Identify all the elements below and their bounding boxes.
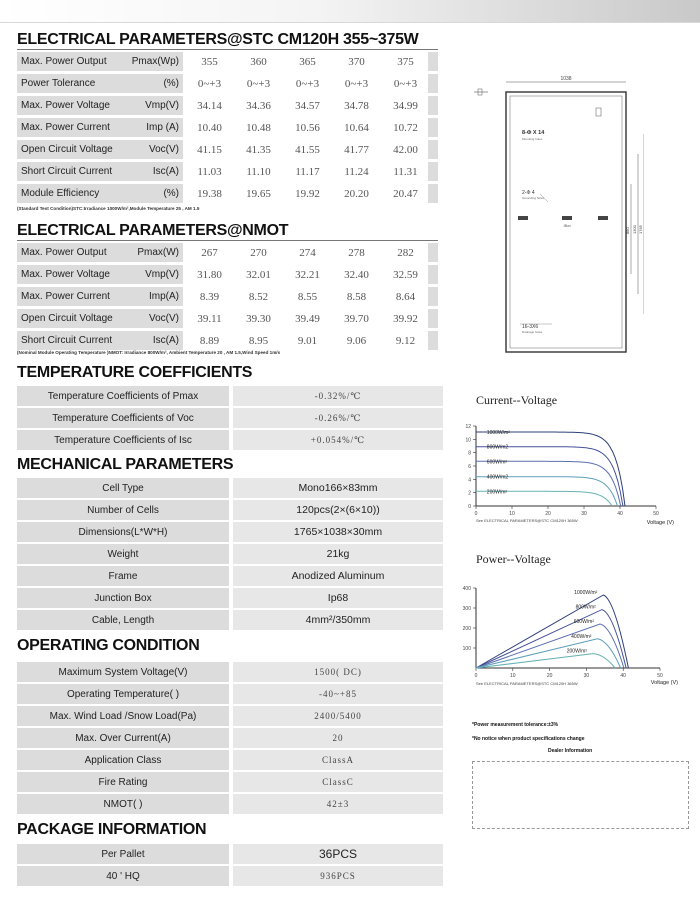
- temperature-label: Temperature Coefficients of Isc: [17, 430, 229, 450]
- stc-value-cell: 0~+3: [232, 74, 281, 93]
- mechanical-value: Mono166×83mm: [229, 478, 443, 498]
- width-label: 1038: [560, 76, 572, 82]
- temperature-value: -0.32%/℃: [229, 386, 443, 406]
- y-tick-label: 6: [468, 464, 471, 470]
- mechanical-row: [17, 544, 443, 564]
- package-label: 40 ' HQ: [17, 866, 229, 886]
- row-end-cap: [428, 309, 438, 328]
- operating-label: Operating Temperature( ): [17, 684, 229, 704]
- pv-legend-label: 400W/m²: [571, 633, 592, 640]
- x-tick-label: 40: [617, 511, 623, 517]
- stc-value-cell: 355: [183, 52, 232, 71]
- row-end-cap: [428, 74, 438, 93]
- nmot-row: [17, 331, 438, 350]
- operating-row: [17, 706, 443, 726]
- nmot-row: [17, 243, 438, 262]
- stc-row-label: [17, 184, 183, 203]
- x-tick-label: 30: [581, 511, 587, 517]
- param-unit: Voc(V): [148, 144, 179, 155]
- pv-footnote: See ELECTRICAL PARAMETERS@STC CM120H 365W: [476, 681, 578, 686]
- param-unit: Vmp(V): [145, 100, 179, 111]
- operating-value: 1500( DC): [229, 662, 443, 682]
- length-label-3: 1765: [638, 225, 643, 234]
- grounding-hole-label: 2-Φ 4: [522, 190, 535, 196]
- stc-row-label: [17, 96, 183, 115]
- stc-row: [17, 184, 438, 203]
- package-value: 936PCS: [229, 866, 443, 886]
- param-name: Power Tolerance: [21, 78, 96, 89]
- mechanical-value: 4mm²/350mm: [229, 610, 443, 630]
- mounting-hole-label: 8-Φ X 14: [522, 130, 545, 136]
- drainage-hole-label: 16-3X6: [522, 324, 539, 330]
- mounting-hole: [598, 216, 608, 220]
- mechanical-value: 21kg: [229, 544, 443, 564]
- stc-value-cell: 41.35: [232, 140, 281, 159]
- stc-row: [17, 118, 438, 137]
- nmot-row-label: [17, 287, 183, 306]
- y-tick-label: 2: [468, 490, 471, 497]
- x-tick-label: 10: [509, 511, 515, 517]
- nmot-value-cell: 8.39: [183, 287, 232, 306]
- stc-value-cell: 34.99: [379, 96, 428, 115]
- row-end-cap: [428, 265, 438, 284]
- param-name: Max. Power Output: [21, 56, 107, 67]
- nmot-row: [17, 309, 438, 328]
- stc-value-cell: 19.38: [183, 184, 232, 203]
- temperature-row: [17, 430, 443, 450]
- temperature-label: Temperature Coefficients of Pmax: [17, 386, 229, 406]
- param-unit: (%): [163, 78, 179, 89]
- nmot-value-cell: 9.01: [281, 331, 330, 350]
- stc-note: (Standard Test Condition)STC:Irradiance 1000W/m²,Module Temperature 25 , AM 1.5: [17, 206, 200, 211]
- stc-row: [17, 162, 438, 181]
- iv-legend-label: 1000W/m²: [486, 430, 510, 436]
- nmot-heading: ELECTRICAL PARAMETERS@NMOT: [17, 222, 289, 239]
- package-heading: PACKAGE INFORMATION: [17, 821, 207, 838]
- stc-value-cell: 34.14: [183, 96, 232, 115]
- mounting-hole-sub: Mounting holes: [522, 137, 543, 141]
- stc-value-cell: 41.77: [330, 140, 379, 159]
- top-banner: [0, 0, 700, 23]
- y-tick-label: 200: [462, 626, 471, 632]
- mechanical-row: [17, 500, 443, 520]
- temperature-row: [17, 408, 443, 428]
- mechanical-row: [17, 610, 443, 630]
- stc-value-cell: 0~+3: [330, 74, 379, 93]
- stc-row-label: [17, 162, 183, 181]
- stc-value-cell: 19.92: [281, 184, 330, 203]
- drainage-hole-sub: Drainage holes: [522, 330, 543, 334]
- nmot-row-label: [17, 243, 183, 262]
- package-label: Per Pallet: [17, 844, 229, 864]
- pv-curve-2: [476, 624, 624, 668]
- mechanical-row: [17, 522, 443, 542]
- nmot-value-cell: 270: [232, 243, 281, 262]
- temperature-row: [17, 386, 443, 406]
- nmot-value-cell: 8.95: [232, 331, 281, 350]
- iv-legend-label: 600W/m²: [486, 459, 508, 466]
- nmot-row-label: [17, 265, 183, 284]
- stc-value-cell: 34.57: [281, 96, 330, 115]
- pv-chart: [450, 580, 690, 700]
- temperature-label: Temperature Coefficients of Voc: [17, 408, 229, 428]
- nmot-value-cell: 32.59: [379, 265, 428, 284]
- stc-value-cell: 0~+3: [281, 74, 330, 93]
- row-end-cap: [428, 243, 438, 262]
- nmot-value-cell: 32.40: [330, 265, 379, 284]
- stc-value-cell: 370: [330, 52, 379, 71]
- nmot-value-cell: 282: [379, 243, 428, 262]
- stc-row: [17, 74, 438, 93]
- stc-value-cell: 42.00: [379, 140, 428, 159]
- stc-row-label: [17, 52, 183, 71]
- length-label-2: 1300: [632, 225, 637, 234]
- nmot-value-cell: 39.70: [330, 309, 379, 328]
- param-name: Open Circuit Voltage: [21, 144, 113, 155]
- stc-value-cell: 11.31: [379, 162, 428, 181]
- stc-value-cell: 360: [232, 52, 281, 71]
- stc-value-cell: 0~+3: [183, 74, 232, 93]
- nmot-row: [17, 287, 438, 306]
- nmot-value-cell: 8.58: [330, 287, 379, 306]
- stc-row-label: [17, 140, 183, 159]
- module-dimension-drawing: [466, 74, 644, 358]
- operating-row: [17, 728, 443, 748]
- y-tick-label: 10: [465, 437, 471, 444]
- stc-value-cell: 19.65: [232, 184, 281, 203]
- grounding-hole-sub: Grounding holes: [522, 196, 545, 200]
- stc-value-cell: 11.03: [183, 162, 232, 181]
- operating-value: ClassA: [229, 750, 443, 770]
- operating-label: NMOT( ): [17, 794, 229, 814]
- param-name: Max. Power Current: [21, 122, 110, 133]
- stc-row: [17, 52, 438, 71]
- stc-value-cell: 365: [281, 52, 330, 71]
- stc-value-cell: 10.48: [232, 118, 281, 137]
- length-label-1: 880: [625, 227, 630, 234]
- pv-x-axis-label: Voltage (V): [650, 680, 678, 686]
- param-unit: Imp(A): [149, 291, 179, 302]
- nmot-value-cell: 274: [281, 243, 330, 262]
- operating-value: 20: [229, 728, 443, 748]
- mechanical-value: Ip68: [229, 588, 443, 608]
- nmot-value-cell: 8.64: [379, 287, 428, 306]
- pv-legend-label: 1000W/m²: [574, 590, 598, 596]
- param-name: Short Circuit Current: [21, 166, 113, 177]
- param-name: Max. Power Voltage: [21, 269, 110, 280]
- mounting-hole: [518, 216, 528, 220]
- mechanical-label: Dimensions(L*W*H): [17, 522, 229, 542]
- nmot-value-cell: 8.52: [232, 287, 281, 306]
- y-tick-label: 12: [465, 424, 471, 430]
- iv-chart: [458, 420, 688, 538]
- param-unit: Imp (A): [146, 122, 179, 133]
- param-unit: Isc(A): [152, 335, 179, 346]
- operating-row: [17, 750, 443, 770]
- mechanical-row: [17, 588, 443, 608]
- x-tick-label: 50: [653, 511, 659, 517]
- nmot-table: [17, 240, 438, 353]
- param-name: Open Circuit Voltage: [21, 313, 113, 324]
- iv-curve-2: [476, 461, 621, 506]
- operating-value: -40~+85: [229, 684, 443, 704]
- mechanical-label: Cell Type: [17, 478, 229, 498]
- operating-row: [17, 662, 443, 682]
- mechanical-label: Weight: [17, 544, 229, 564]
- operating-value: 42±3: [229, 794, 443, 814]
- param-unit: Voc(V): [148, 313, 179, 324]
- param-unit: Pmax(Wp): [131, 56, 179, 67]
- package-table: [17, 842, 443, 888]
- row-end-cap: [428, 96, 438, 115]
- nmot-value-cell: 9.12: [379, 331, 428, 350]
- x-tick-label: 20: [546, 673, 553, 679]
- nmot-value-cell: 8.55: [281, 287, 330, 306]
- stc-table: [17, 49, 438, 206]
- stc-row-label: [17, 74, 183, 93]
- stc-value-cell: 375: [379, 52, 428, 71]
- nmot-note: (Nominal Module Operating Temperature )NMOT: Irradiance 800W/m², Ambient Temperature 20 , AM 1.5,Wind Speed 1m/s: [17, 350, 281, 355]
- x-tick-label: 0: [474, 511, 478, 517]
- stc-value-cell: 10.72: [379, 118, 428, 137]
- nmot-value-cell: 267: [183, 243, 232, 262]
- operating-label: Maximum System Voltage(V): [17, 662, 229, 682]
- operating-value: 2400/5400: [229, 706, 443, 726]
- param-name: Short Circuit Current: [21, 335, 113, 346]
- param-name: Max. Power Voltage: [21, 100, 110, 111]
- mechanical-value: 120pcs(2×(6×10)): [229, 500, 443, 520]
- x-tick-label: 10: [510, 673, 516, 679]
- mechanical-label: Number of Cells: [17, 500, 229, 520]
- nmot-value-cell: 32.01: [232, 265, 281, 284]
- row-end-cap: [428, 331, 438, 350]
- iv-legend-label: 400W/m2: [486, 474, 509, 481]
- iv-legend-label: 800W/m2: [486, 444, 509, 451]
- nmot-row: [17, 265, 438, 284]
- operating-table: [17, 660, 443, 816]
- iv-legend-label: 200W/m²: [486, 489, 508, 496]
- dealer-info-box: [472, 761, 689, 829]
- jbox-label: JBox: [563, 224, 571, 228]
- nmot-value-cell: 32.21: [281, 265, 330, 284]
- row-end-cap: [428, 140, 438, 159]
- stc-value-cell: 20.20: [330, 184, 379, 203]
- mechanical-row: [17, 478, 443, 498]
- mechanical-value: Anodized Aluminum: [229, 566, 443, 586]
- operating-row: [17, 794, 443, 814]
- param-unit: Pmax(W): [137, 247, 179, 258]
- temperature-heading: TEMPERATURE COEFFICIENTS: [17, 364, 253, 381]
- mechanical-row: [17, 566, 443, 586]
- stc-heading: ELECTRICAL PARAMETERS@STC CM120H 355~375W: [17, 31, 419, 48]
- x-tick-label: 50: [657, 673, 663, 679]
- mechanical-value: 1765×1038×30mm: [229, 522, 443, 542]
- nmot-value-cell: 39.11: [183, 309, 232, 328]
- param-name: Max. Power Output: [21, 247, 107, 258]
- nmot-row-label: [17, 309, 183, 328]
- stc-value-cell: 11.17: [281, 162, 330, 181]
- stc-value-cell: 34.36: [232, 96, 281, 115]
- row-end-cap: [428, 287, 438, 306]
- stc-value-cell: 41.15: [183, 140, 232, 159]
- pv-legend-label: 600W/m²: [573, 619, 595, 625]
- x-tick-label: 30: [583, 673, 590, 679]
- iv-chart-title: Current--Voltage: [476, 393, 558, 407]
- temperature-table: [17, 384, 443, 452]
- temperature-value: +0.054%/℃: [229, 430, 443, 450]
- y-tick-label: 100: [462, 646, 471, 652]
- operating-value: ClassC: [229, 772, 443, 792]
- package-row: [17, 844, 443, 864]
- stc-value-cell: 0~+3: [379, 74, 428, 93]
- x-tick-label: 40: [620, 673, 626, 679]
- package-value: 36PCS: [229, 844, 443, 864]
- mechanical-label: Junction Box: [17, 588, 229, 608]
- iv-footnote: See ELECTRICAL PARAMETERS@STC CM120H 365W: [476, 518, 578, 523]
- pv-curve-3: [476, 639, 621, 668]
- operating-row: [17, 772, 443, 792]
- y-tick-label: 400: [462, 586, 471, 592]
- package-row: [17, 866, 443, 886]
- mechanical-label: Cable, Length: [17, 610, 229, 630]
- param-unit: Vmp(V): [145, 269, 179, 280]
- stc-value-cell: 20.47: [379, 184, 428, 203]
- dealer-label: Dealer Information: [548, 748, 593, 754]
- y-tick-label: 4: [468, 477, 471, 484]
- stc-row: [17, 96, 438, 115]
- operating-label: Application Class: [17, 750, 229, 770]
- x-tick-label: 20: [545, 511, 551, 517]
- stc-value-cell: 10.64: [330, 118, 379, 137]
- nmot-value-cell: 39.30: [232, 309, 281, 328]
- stc-value-cell: 34.78: [330, 96, 379, 115]
- stc-row: [17, 140, 438, 159]
- row-end-cap: [428, 118, 438, 137]
- pv-chart-title: Power--Voltage: [476, 552, 551, 566]
- iv-x-axis-label: Voltage (V): [646, 520, 674, 526]
- operating-row: [17, 684, 443, 704]
- notice-note: *No notice when product specifications change: [472, 736, 585, 742]
- operating-label: Max. Over Current(A): [17, 728, 229, 748]
- param-unit: (%): [163, 188, 179, 199]
- param-name: Max. Power Current: [21, 291, 110, 302]
- junction-box-mark: [562, 216, 572, 220]
- row-end-cap: [428, 184, 438, 203]
- nmot-value-cell: 39.49: [281, 309, 330, 328]
- nmot-value-cell: 31.80: [183, 265, 232, 284]
- mechanical-table: [17, 476, 443, 632]
- mechanical-heading: MECHANICAL PARAMETERS: [17, 456, 234, 473]
- nmot-value-cell: 8.89: [183, 331, 232, 350]
- y-tick-label: 8: [468, 450, 471, 457]
- nmot-row-label: [17, 331, 183, 350]
- pv-legend-label: 200W/m²: [566, 648, 588, 655]
- operating-label: Fire Rating: [17, 772, 229, 792]
- pv-legend-label: 800W/m²: [575, 604, 596, 611]
- temperature-value: -0.26%/℃: [229, 408, 443, 428]
- y-tick-label: 0: [468, 504, 471, 510]
- row-end-cap: [428, 52, 438, 71]
- stc-value-cell: 11.10: [232, 162, 281, 181]
- param-unit: Isc(A): [152, 166, 179, 177]
- y-tick-label: 300: [462, 606, 471, 612]
- tolerance-note: *Power measurement tolerance:±3%: [472, 722, 559, 728]
- stc-value-cell: 10.56: [281, 118, 330, 137]
- row-end-cap: [428, 162, 438, 181]
- operating-label: Max. Wind Load /Snow Load(Pa): [17, 706, 229, 726]
- stc-row-label: [17, 118, 183, 137]
- mechanical-label: Frame: [17, 566, 229, 586]
- x-tick-label: 0: [474, 673, 478, 679]
- operating-heading: OPERATING CONDITION: [17, 637, 200, 654]
- stc-value-cell: 11.24: [330, 162, 379, 181]
- nmot-value-cell: 278: [330, 243, 379, 262]
- nmot-value-cell: 9.06: [330, 331, 379, 350]
- stc-value-cell: 10.40: [183, 118, 232, 137]
- param-name: Module Efficiency: [21, 188, 100, 199]
- stc-value-cell: 41.55: [281, 140, 330, 159]
- nmot-value-cell: 39.92: [379, 309, 428, 328]
